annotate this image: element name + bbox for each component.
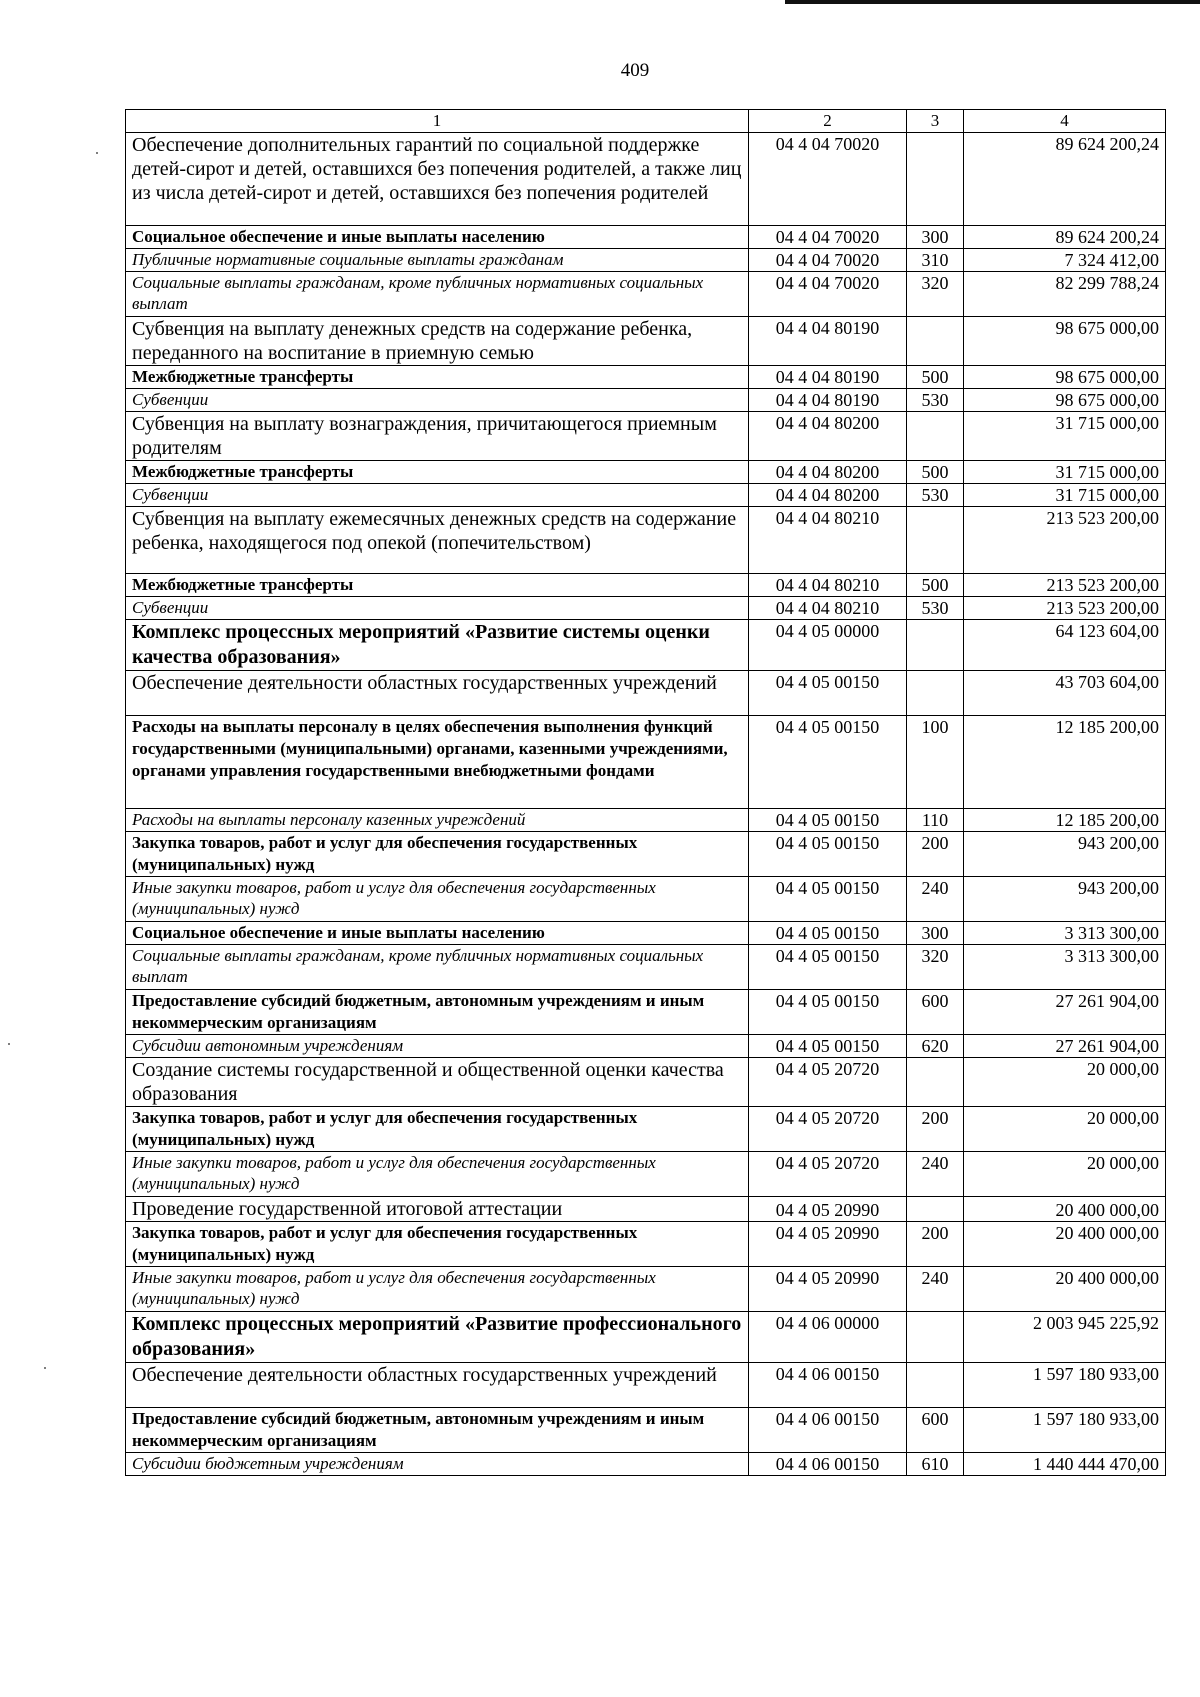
table-row (126, 484, 1166, 507)
row-description: Публичные нормативные социальные выплаты гражданам (126, 249, 749, 272)
row-amount: 213 523 200,00 (964, 507, 1166, 574)
budget-table (125, 109, 1166, 1476)
row-amount: 943 200,00 (964, 877, 1166, 922)
row-expense-type: 240 (907, 877, 964, 922)
row-target-code: 04 4 04 70020 (749, 133, 907, 226)
row-amount: 3 313 300,00 (964, 945, 1166, 990)
table-row (126, 507, 1166, 574)
row-expense-type (907, 412, 964, 461)
row-description: Закупка товаров, работ и услуг для обеспечения государственных (муниципальных) нужд (126, 1107, 749, 1152)
row-expense-type: 530 (907, 597, 964, 620)
row-target-code: 04 4 05 00150 (749, 832, 907, 877)
scan-speck (8, 1043, 10, 1045)
row-amount: 43 703 604,00 (964, 671, 1166, 716)
row-target-code: 04 4 05 00150 (749, 716, 907, 809)
row-expense-type (907, 507, 964, 574)
row-target-code: 04 4 06 00150 (749, 1453, 907, 1476)
row-description: Предоставление субсидий бюджетным, автономным учреждениям и иным некоммерческим организациям (126, 990, 749, 1035)
row-amount: 2 003 945 225,92 (964, 1312, 1166, 1363)
row-target-code: 04 4 05 20720 (749, 1107, 907, 1152)
table-row (126, 317, 1166, 366)
row-description: Субвенция на выплату ежемесячных денежных средств на содержание ребенка, находящегося под опекой (попечительством) (126, 507, 749, 574)
table-row (126, 922, 1166, 945)
page-number: 409 (620, 60, 650, 81)
row-target-code: 04 4 04 70020 (749, 249, 907, 272)
row-amount: 12 185 200,00 (964, 809, 1166, 832)
row-amount: 98 675 000,00 (964, 389, 1166, 412)
table-row (126, 1363, 1166, 1408)
row-expense-type: 320 (907, 272, 964, 317)
row-description: Создание системы государственной и общественной оценки качества образования (126, 1058, 749, 1107)
row-expense-type: 320 (907, 945, 964, 990)
row-expense-type: 530 (907, 484, 964, 507)
row-expense-type (907, 1197, 964, 1222)
header-cell: 1 (126, 110, 749, 133)
row-description: Межбюджетные трансферты (126, 461, 749, 484)
row-description: Субвенции (126, 484, 749, 507)
row-description: Субсидии бюджетным учреждениям (126, 1453, 749, 1476)
table-row (126, 620, 1166, 671)
row-description: Иные закупки товаров, работ и услуг для обеспечения государственных (муниципальных) нужд (126, 877, 749, 922)
row-amount: 20 400 000,00 (964, 1267, 1166, 1312)
row-description: Обеспечение деятельности областных государственных учреждений (126, 671, 749, 716)
row-expense-type: 600 (907, 990, 964, 1035)
row-expense-type: 100 (907, 716, 964, 809)
table-row (126, 1453, 1166, 1476)
row-target-code: 04 4 05 00150 (749, 922, 907, 945)
row-target-code: 04 4 04 80190 (749, 389, 907, 412)
row-description: Закупка товаров, работ и услуг для обеспечения государственных (муниципальных) нужд (126, 832, 749, 877)
row-target-code: 04 4 04 80200 (749, 484, 907, 507)
row-target-code: 04 4 04 80190 (749, 317, 907, 366)
row-description: Обеспечение дополнительных гарантий по социальной поддержке детей-сирот и детей, оставшихся без попечения родителей, а также лиц из числа детей-сирот и детей, оставшихся без попечения родителей (126, 133, 749, 226)
row-expense-type: 500 (907, 574, 964, 597)
row-amount: 20 400 000,00 (964, 1222, 1166, 1267)
row-expense-type: 600 (907, 1408, 964, 1453)
table-row (126, 1107, 1166, 1152)
table-row (126, 1152, 1166, 1197)
table-row (126, 671, 1166, 716)
row-amount: 98 675 000,00 (964, 317, 1166, 366)
row-amount: 213 523 200,00 (964, 574, 1166, 597)
row-target-code: 04 4 04 70020 (749, 272, 907, 317)
row-target-code: 04 4 05 00150 (749, 1035, 907, 1058)
row-target-code: 04 4 04 80210 (749, 597, 907, 620)
row-description: Социальные выплаты гражданам, кроме публичных нормативных социальных выплат (126, 272, 749, 317)
row-target-code: 04 4 06 00000 (749, 1312, 907, 1363)
row-description: Социальные выплаты гражданам, кроме публичных нормативных социальных выплат (126, 945, 749, 990)
row-expense-type: 110 (907, 809, 964, 832)
row-target-code: 04 4 05 00150 (749, 809, 907, 832)
table-row (126, 716, 1166, 809)
row-target-code: 04 4 04 70020 (749, 226, 907, 249)
row-amount: 12 185 200,00 (964, 716, 1166, 809)
row-amount: 213 523 200,00 (964, 597, 1166, 620)
row-expense-type: 200 (907, 1107, 964, 1152)
row-description: Комплекс процессных мероприятий «Развитие профессионального образования» (126, 1312, 749, 1363)
row-target-code: 04 4 05 00000 (749, 620, 907, 671)
row-expense-type: 240 (907, 1267, 964, 1312)
row-amount: 3 313 300,00 (964, 922, 1166, 945)
scan-speck (96, 152, 98, 154)
row-amount: 20 400 000,00 (964, 1197, 1166, 1222)
row-target-code: 04 4 05 20720 (749, 1058, 907, 1107)
row-description: Комплекс процессных мероприятий «Развитие системы оценки качества образования» (126, 620, 749, 671)
row-amount: 89 624 200,24 (964, 133, 1166, 226)
row-amount: 20 000,00 (964, 1152, 1166, 1197)
row-target-code: 04 4 05 00150 (749, 990, 907, 1035)
row-expense-type: 610 (907, 1453, 964, 1476)
row-amount: 31 715 000,00 (964, 484, 1166, 507)
row-target-code: 04 4 05 00150 (749, 877, 907, 922)
scan-speck (44, 1367, 46, 1369)
row-description: Иные закупки товаров, работ и услуг для обеспечения государственных (муниципальных) нужд (126, 1267, 749, 1312)
table-header-row (126, 110, 1166, 133)
row-description: Субвенция на выплату вознаграждения, причитающегося приемным родителям (126, 412, 749, 461)
row-description: Субвенции (126, 389, 749, 412)
row-amount: 31 715 000,00 (964, 461, 1166, 484)
row-amount: 27 261 904,00 (964, 990, 1166, 1035)
row-amount: 82 299 788,24 (964, 272, 1166, 317)
row-amount: 943 200,00 (964, 832, 1166, 877)
row-description: Субвенции (126, 597, 749, 620)
row-description: Иные закупки товаров, работ и услуг для обеспечения государственных (муниципальных) нужд (126, 1152, 749, 1197)
row-amount: 27 261 904,00 (964, 1035, 1166, 1058)
row-target-code: 04 4 05 00150 (749, 671, 907, 716)
row-target-code: 04 4 06 00150 (749, 1363, 907, 1408)
header-cell: 2 (749, 110, 907, 133)
row-expense-type: 300 (907, 226, 964, 249)
row-amount: 7 324 412,00 (964, 249, 1166, 272)
row-description: Субсидии автономным учреждениям (126, 1035, 749, 1058)
row-expense-type: 200 (907, 832, 964, 877)
row-description: Расходы на выплаты персоналу казенных учреждений (126, 809, 749, 832)
table-row (126, 272, 1166, 317)
table-row (126, 249, 1166, 272)
row-description: Межбюджетные трансферты (126, 574, 749, 597)
row-expense-type: 200 (907, 1222, 964, 1267)
row-target-code: 04 4 05 20990 (749, 1267, 907, 1312)
row-target-code: 04 4 05 20990 (749, 1197, 907, 1222)
scan-edge-line (785, 0, 1200, 4)
row-description: Межбюджетные трансферты (126, 366, 749, 389)
row-description: Предоставление субсидий бюджетным, автономным учреждениям и иным некоммерческим организациям (126, 1408, 749, 1453)
row-amount: 1 597 180 933,00 (964, 1363, 1166, 1408)
row-expense-type (907, 1312, 964, 1363)
table-row (126, 832, 1166, 877)
table-row (126, 461, 1166, 484)
row-expense-type (907, 317, 964, 366)
row-expense-type (907, 133, 964, 226)
table-row (126, 1312, 1166, 1363)
row-expense-type: 620 (907, 1035, 964, 1058)
row-description: Закупка товаров, работ и услуг для обеспечения государственных (муниципальных) нужд (126, 1222, 749, 1267)
row-amount: 20 000,00 (964, 1058, 1166, 1107)
row-target-code: 04 4 04 80210 (749, 574, 907, 597)
table-row (126, 809, 1166, 832)
row-amount: 64 123 604,00 (964, 620, 1166, 671)
row-amount: 31 715 000,00 (964, 412, 1166, 461)
row-amount: 98 675 000,00 (964, 366, 1166, 389)
row-expense-type: 500 (907, 461, 964, 484)
table-row (126, 1408, 1166, 1453)
row-description: Субвенция на выплату денежных средств на содержание ребенка, переданного на воспитание в приемную семью (126, 317, 749, 366)
row-expense-type (907, 1058, 964, 1107)
table-row (126, 597, 1166, 620)
row-expense-type: 530 (907, 389, 964, 412)
row-target-code: 04 4 04 80210 (749, 507, 907, 574)
row-expense-type: 240 (907, 1152, 964, 1197)
table-row (126, 366, 1166, 389)
row-description: Расходы на выплаты персоналу в целях обеспечения выполнения функций государственными (муниципальными) органами, казенными учреждениями, органами управления государственными внебюджетными фондами (126, 716, 749, 809)
row-description: Проведение государственной итоговой аттестации (126, 1197, 749, 1222)
row-amount: 20 000,00 (964, 1107, 1166, 1152)
row-description: Социальное обеспечение и иные выплаты населению (126, 226, 749, 249)
table-row (126, 133, 1166, 226)
row-target-code: 04 4 04 80190 (749, 366, 907, 389)
table-row (126, 990, 1166, 1035)
row-target-code: 04 4 06 00150 (749, 1408, 907, 1453)
row-expense-type: 300 (907, 922, 964, 945)
row-amount: 89 624 200,24 (964, 226, 1166, 249)
table-row (126, 412, 1166, 461)
table-row (126, 1058, 1166, 1107)
row-description: Обеспечение деятельности областных государственных учреждений (126, 1363, 749, 1408)
header-cell: 4 (964, 110, 1166, 133)
row-description: Социальное обеспечение и иные выплаты населению (126, 922, 749, 945)
row-amount: 1 440 444 470,00 (964, 1453, 1166, 1476)
table-row (126, 389, 1166, 412)
row-target-code: 04 4 05 20990 (749, 1222, 907, 1267)
row-amount: 1 597 180 933,00 (964, 1408, 1166, 1453)
table-row (126, 877, 1166, 922)
table-row (126, 1035, 1166, 1058)
row-target-code: 04 4 05 00150 (749, 945, 907, 990)
row-expense-type: 500 (907, 366, 964, 389)
row-expense-type: 310 (907, 249, 964, 272)
header-cell: 3 (907, 110, 964, 133)
row-expense-type (907, 620, 964, 671)
table-row (126, 1222, 1166, 1267)
table-row (126, 1267, 1166, 1312)
row-target-code: 04 4 05 20720 (749, 1152, 907, 1197)
row-expense-type (907, 671, 964, 716)
table-row (126, 945, 1166, 990)
table-row (126, 1197, 1166, 1222)
row-expense-type (907, 1363, 964, 1408)
table-row (126, 574, 1166, 597)
row-target-code: 04 4 04 80200 (749, 412, 907, 461)
table-row (126, 226, 1166, 249)
row-target-code: 04 4 04 80200 (749, 461, 907, 484)
